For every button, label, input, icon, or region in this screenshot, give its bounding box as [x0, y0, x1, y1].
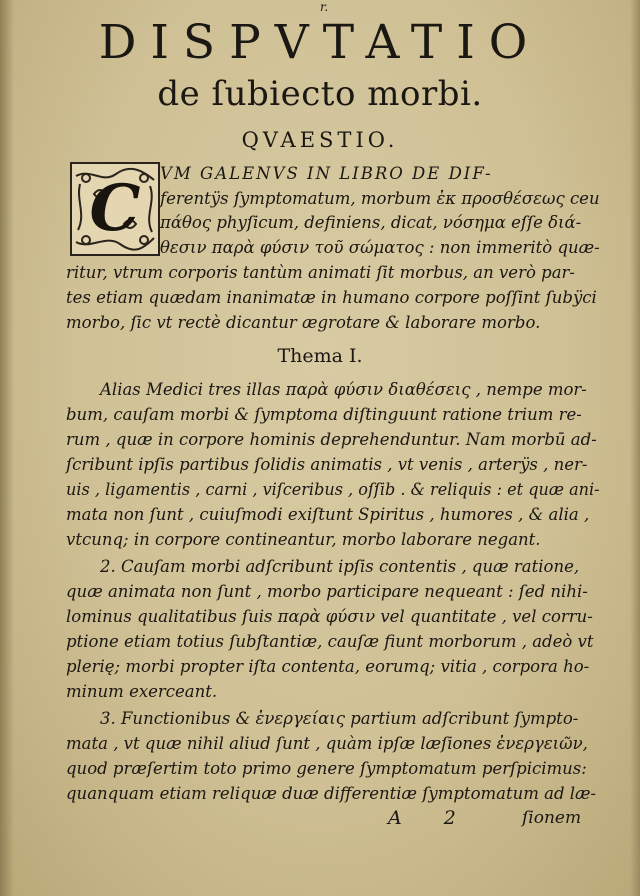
quaestio-line: tes etiam quædam inanimatæ in humano corpore poſſint ſubÿci [66, 288, 597, 307]
catchword: ſionem [522, 808, 582, 828]
thema-heading: Thema I. [277, 345, 363, 367]
thema-line: quod præſertim toto primo genere ſymptomatum perſpicimus: [66, 759, 587, 778]
thema-line: quanquam etiam reliquæ duæ differentiæ ſymptomatum ad læ- [66, 784, 597, 803]
thema-line: quæ animata non ſunt , morbo participare nequeant : ſed nihi- [66, 582, 588, 601]
quaestio-line: ferentÿs ſymptomatum, morbum ἐκ προσθέσεως ceu [160, 189, 600, 208]
page-title: DISPVTATIO [98, 15, 542, 70]
quaestio-line: VM GALENVS IN LIBRO DE DIF- [160, 164, 493, 183]
thema-line: ptione etiam totius ſubſtantiæ, cauſæ fiunt morborum , adeò vt [66, 632, 594, 651]
thema-line: ſcribunt ipſis partibus ſolidis animatis , vt venis , arterÿs , ner- [66, 455, 588, 474]
signature-mark: A 2 [388, 807, 474, 829]
thema-line: uis , ligamentis , carni , viſceribus , oſſib . & reliquis : et quæ ani- [66, 480, 600, 499]
page-subtitle: de ſubiecto morbi. [157, 74, 483, 114]
thema-line: mata , vt quæ nihil aliud ſunt , quàm ipſæ læſiones ἐνεργειῶν, [66, 734, 588, 753]
section-heading: QVAESTIO. [241, 128, 399, 152]
thema-line: mata non ſunt , cuiuſmodi exiſtunt Spiritus , humores , & alia , [66, 505, 590, 524]
thema-line: 3. Functionibus & ἐνεργείαις partium adſcribunt ſympto- [100, 709, 579, 728]
thema-line: 2. Cauſam morbi adſcribunt ipſis contentis , quæ ratione, [100, 557, 580, 576]
thema-line: lominus qualitatibus ſuis παρὰ φύσιν vel quantitate , vel corru- [66, 607, 593, 626]
decorated-initial [70, 162, 160, 256]
thema-line: Alias Medici tres illas παρὰ φύσιν διαθέσεις , nempe mor- [100, 380, 587, 399]
thema-line: bum, cauſam morbi & ſymptoma diſtinguunt ratione trium re- [66, 405, 582, 424]
quaestio-line: πάθος phyſicum, definiens, dicat, νόσημα eſſe διά- [160, 213, 582, 232]
quaestio-line: ritur, vtrum corporis tantùm animati ſit morbus, an verò par- [66, 263, 575, 282]
thema-line: vtcunq; in corpore contineantur, morbo laborare negant. [66, 530, 541, 549]
quaestio-line: morbo, ſic vt rectè dicantur ægrotare & laborare morbo. [66, 313, 541, 332]
quaestio-line: θεσιν παρὰ φύσιν τοῦ σώματος : non immeritò quæ- [160, 238, 600, 257]
folio-number: r. [320, 0, 329, 14]
thema-line: rum , quæ in corpore hominis deprehenduntur. Nam morbū ad- [66, 430, 597, 449]
initial-letter: C [89, 171, 141, 246]
thema-line: minum exerceant. [66, 682, 218, 701]
thema-line: plerię; morbi propter iſta contenta, eorumq; vitia , corpora ho- [66, 657, 590, 676]
